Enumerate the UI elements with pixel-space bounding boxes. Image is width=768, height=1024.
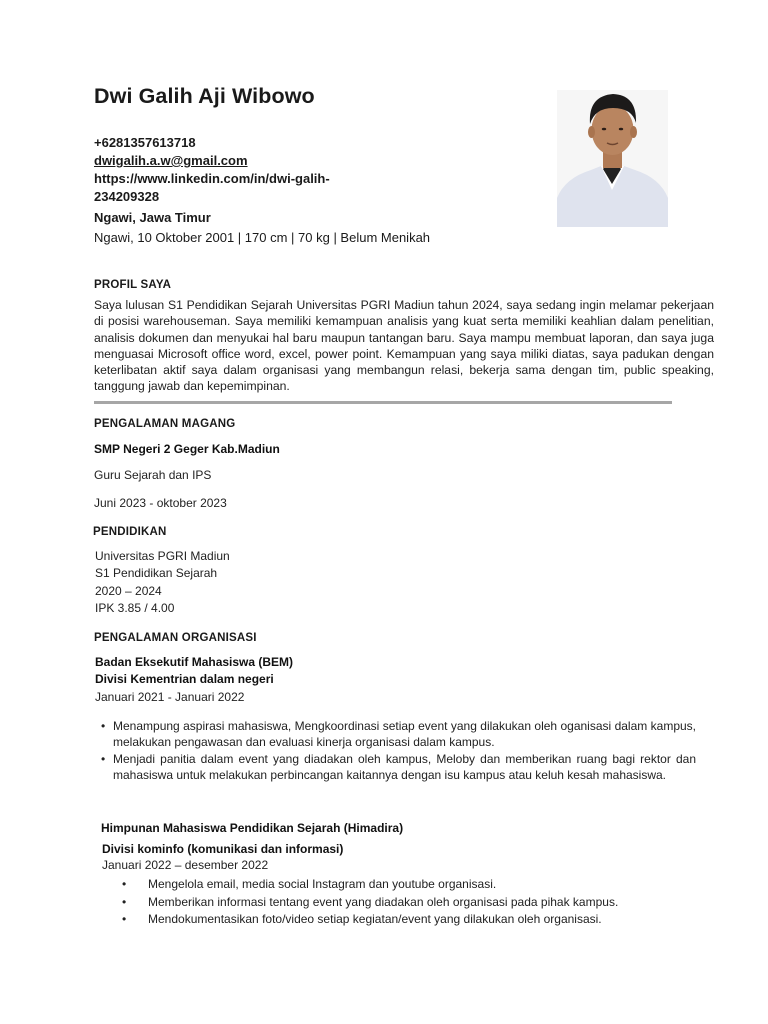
candidate-name: Dwi Galih Aji Wibowo	[94, 84, 315, 108]
list-item-text: Menjadi panitia dalam event yang diadakan oleh kampus, Meloby dan memberikan ruang bagi rektor dan mahasiswa untuk melakukan perbincangan kaitannya dengan isu kampus atau keluh kesah mahasiswa.	[113, 751, 696, 782]
org1-period: Januari 2021 - Januari 2022	[95, 690, 245, 704]
personal-info: Ngawi, 10 Oktober 2001 | 170 cm | 70 kg | Belum Menikah	[94, 230, 431, 245]
internship-period: Juni 2023 - oktober 2023	[94, 496, 227, 510]
list-item-text: Menampung aspirasi mahasiswa, Mengkoordinasi setiap event yang dilakukan oleh oganisasi dalam kampus, melakukan pengawasan dan evaluasi kinerja organisasi dalam kampus.	[113, 719, 696, 750]
list-item	[100, 751, 696, 784]
internship-role: Guru Sejarah dan IPS	[94, 468, 212, 482]
linkedin-link[interactable]: https://www.linkedin.com/in/dwi-galih-234209328	[94, 171, 330, 204]
education-heading: PENDIDIKAN	[93, 526, 167, 538]
org2-name: Himpunan Mahasiswa Pendidikan Sejarah (Himadira)	[101, 821, 404, 835]
profile-text: Saya lulusan S1 Pendidikan Sejarah Universitas PGRI Madiun tahun 2024, saya sedang ingin melamar pekerjaan di posisi warehouseman. Saya memiliki kemampuan analisis yang kuat serta memiliki keahlian dalam penelitian, analisis dokumen dan menyukai hal baru maupun tantangan baru. Saya mampu membuat laporan, dan saya juga menguasai Microsoft office word, excel, power point. Kemampuan yang saya miliki diatas, saya padukan dengan keterlibatan aktif saya dalam organisasi yang membangun relasi, bekerja sama dengan tim, public speaking, tanggung jawab dan kepemimpinan.	[94, 298, 714, 394]
bullet-icon: •	[122, 877, 127, 891]
list-item	[120, 911, 700, 929]
education-line: 2020 – 2024	[95, 583, 162, 598]
org2-period: Januari 2022 – desember 2022	[102, 858, 269, 872]
bullet-icon: •	[122, 894, 127, 909]
bullet-icon: •	[101, 751, 106, 766]
list-item-text: Mendokumentasikan foto/video setiap kegiatan/event yang dilakukan oleh organisasi.	[148, 912, 602, 927]
education-details	[95, 548, 230, 617]
bullet-icon: •	[101, 719, 106, 733]
list-item	[120, 894, 700, 912]
internship-heading: PENGALAMAN MAGANG	[94, 418, 236, 430]
email-link[interactable]: dwigalih.a.w@gmail.com	[94, 153, 248, 168]
profile-photo-illustration	[557, 90, 668, 227]
section-divider	[94, 401, 672, 404]
org2-division: Divisi kominfo (komunikasi dan informasi)	[102, 842, 344, 856]
list-item-text: Memberikan informasi tentang event yang diadakan oleh organisasi pada pihak kampus.	[148, 894, 619, 909]
list-item	[120, 876, 700, 894]
org1-name: Badan Eksekutif Mahasiswa (BEM)	[95, 655, 294, 669]
education-line: Universitas PGRI Madiun	[95, 549, 230, 563]
internship-place: SMP Negeri 2 Geger Kab.Madiun	[94, 442, 280, 456]
location: Ngawi, Jawa Timur	[94, 210, 211, 225]
education-line: IPK 3.85 / 4.00	[95, 600, 175, 615]
org1-division: Divisi Kementrian dalam negeri	[95, 672, 274, 686]
org2-bullet-list	[120, 876, 700, 929]
list-item-text: Mengelola email, media social Instagram dan youtube organisasi.	[148, 877, 497, 891]
list-item	[100, 718, 696, 751]
profile-heading: PROFIL SAYA	[94, 279, 172, 291]
org1-bullet-list	[100, 718, 696, 783]
phone-number: +6281357613718	[94, 135, 196, 150]
profile-photo	[557, 90, 668, 227]
education-line: S1 Pendidikan Sejarah	[95, 566, 218, 581]
organization-heading: PENGALAMAN ORGANISASI	[94, 632, 257, 644]
bullet-icon: •	[122, 912, 127, 927]
